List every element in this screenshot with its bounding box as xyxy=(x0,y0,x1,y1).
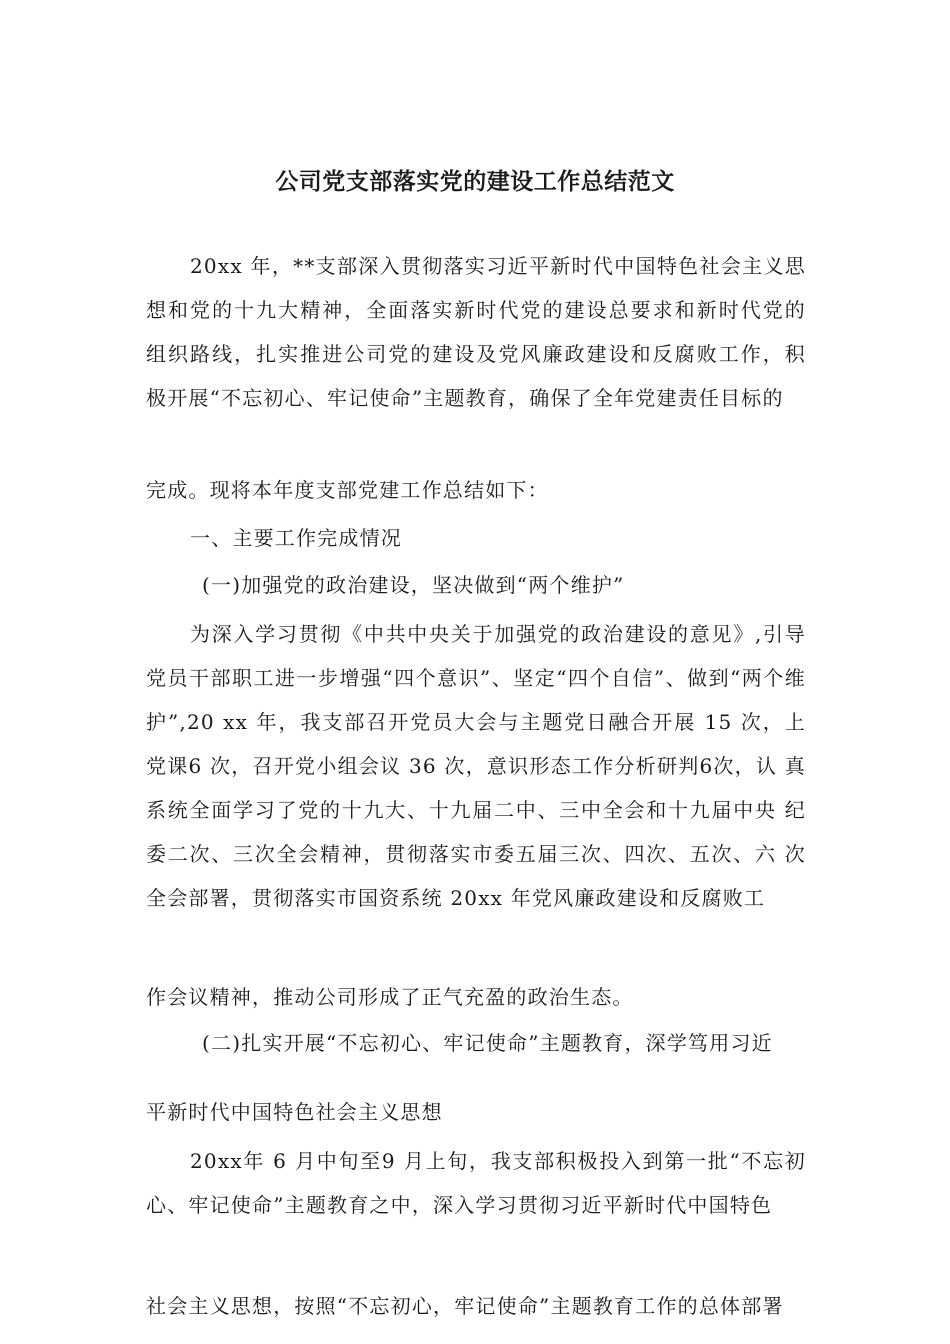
paragraph-theme-education: 20xx年 6 月中旬至9 月上旬，我支部积极投入到第一批“不忘初 心、牢记使命”主题教育之中，深入学习贯彻习近平新时代中国特色 xyxy=(146,1149,806,1217)
paragraph-theme-education-end: 社会主义思想，按照“不忘初心，牢记使命”主题教育工作的总体部署 xyxy=(146,1294,784,1318)
subsection-heading-1: (一)加强党的政治建设，坚决做到“两个维护” xyxy=(202,573,625,597)
subsection-heading-2-end: 平新时代中国特色社会主义思想 xyxy=(146,1100,443,1124)
section-heading-1: 一、主要工作完成情况 xyxy=(190,526,402,550)
document-title: 公司党支部落实党的建设工作总结范文 xyxy=(275,169,675,196)
paragraph-intro-end: 完成。现将本年度支部党建工作总结如下： xyxy=(146,478,549,502)
subsection-heading-2: (二)扎实开展“不忘初心、牢记使命”主题教育，深学笃用习近 xyxy=(202,1031,773,1055)
paragraph-political-building: 为深入学习贯彻《中共中央关于加强党的政治建设的意见》,引导党员干部职工进一步增强“四个意识”、坚定“四个自信”、做到“两个维护”,20 xx 年，我支部召开党员大会与主题党日融合开展 15 次，上 党课6 次，召开党小组会议 36 次，意识形态工作分析研判6次，认 真系统全面学习了党的十九大、十九届二中、三中全会和十九届中央 纪委二次、三次全会精神，贯彻落实市委五届三次、四次、五次、六 次全会部署，贯彻落实市国资系统 20xx 年党风廉政建设和反腐败工 xyxy=(146,622,806,910)
paragraph-political-building-end: 作会议精神，推动公司形成了正气充盈的政治生态。 xyxy=(146,985,634,1009)
paragraph-intro: 20xx 年，**支部深入贯彻落实习近平新时代中国特色社会主义思 想和党的十九大精神，全面落实新时代党的建设总要求和新时代党的 组织路线，扎实推进公司党的建设及党风廉政建设和反腐败工作，积 极开展“不忘初心、牢记使命”主题教育，确保了全年党建责任目标的 xyxy=(146,254,806,410)
